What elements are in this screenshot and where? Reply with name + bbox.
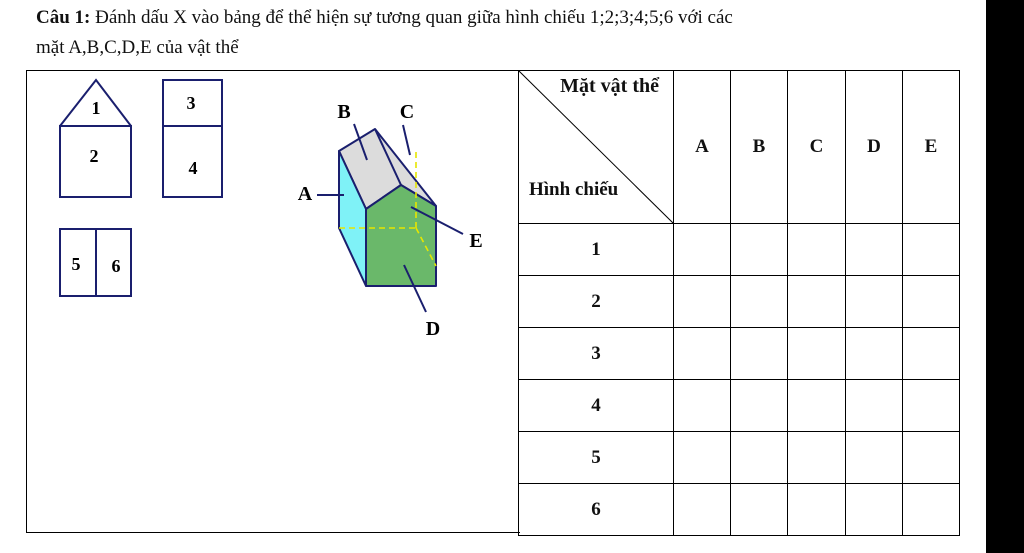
cell-3-b[interactable] — [731, 328, 788, 380]
table-row-6 — [519, 484, 960, 536]
cell-5-d[interactable] — [846, 432, 903, 484]
cell-2-a[interactable] — [674, 276, 731, 328]
object-label-e: E — [469, 230, 483, 252]
row-header-5: 5 — [519, 432, 674, 484]
cell-3-d[interactable] — [846, 328, 903, 380]
correspondence-table-wrap — [518, 70, 960, 536]
cell-4-a[interactable] — [674, 380, 731, 432]
cell-4-e[interactable] — [903, 380, 960, 432]
cell-2-d[interactable] — [846, 276, 903, 328]
cell-1-a[interactable] — [674, 224, 731, 276]
cell-3-e[interactable] — [903, 328, 960, 380]
header-diagonal-cell — [519, 71, 674, 224]
object-label-c: C — [399, 101, 415, 123]
cell-4-b[interactable] — [731, 380, 788, 432]
cell-6-e[interactable] — [903, 484, 960, 536]
object-3d — [339, 129, 436, 286]
table-row-2 — [519, 276, 960, 328]
table-row-4 — [519, 380, 960, 432]
question-label: Câu 1: — [36, 7, 91, 28]
row-header-1: 1 — [519, 224, 674, 276]
header-object-faces: Mặt vật thể — [560, 75, 659, 97]
view-label-6: 6 — [111, 256, 121, 276]
question-text-1: Đánh dấu X vào bảng để thể hiện sự tương quan giữa hình chiếu 1;2;3;4;5;6 với các — [90, 7, 733, 28]
column-header-d: D — [846, 71, 903, 224]
leader-c — [403, 125, 410, 155]
cell-5-b[interactable] — [731, 432, 788, 484]
cell-4-d[interactable] — [846, 380, 903, 432]
cell-6-d[interactable] — [846, 484, 903, 536]
cell-5-c[interactable] — [788, 432, 846, 484]
view-label-1: 1 — [91, 98, 101, 118]
cell-3-c[interactable] — [788, 328, 846, 380]
column-header-c: C — [788, 71, 846, 224]
column-header-e: E — [903, 71, 960, 224]
cell-5-a[interactable] — [674, 432, 731, 484]
cell-5-e[interactable] — [903, 432, 960, 484]
cell-6-b[interactable] — [731, 484, 788, 536]
view-label-5: 5 — [71, 254, 81, 274]
column-header-a: A — [674, 71, 731, 224]
cell-1-c[interactable] — [788, 224, 846, 276]
correspondence-table — [518, 70, 960, 536]
cell-4-c[interactable] — [788, 380, 846, 432]
cell-2-e[interactable] — [903, 276, 960, 328]
view-label-3: 3 — [186, 93, 196, 113]
cell-1-e[interactable] — [903, 224, 960, 276]
header-projections: Hình chiếu — [529, 179, 619, 200]
object-label-b: B — [337, 101, 351, 123]
cell-6-c[interactable] — [788, 484, 846, 536]
cell-3-a[interactable] — [674, 328, 731, 380]
row-header-3: 3 — [519, 328, 674, 380]
row-header-4: 4 — [519, 380, 674, 432]
table-row-1 — [519, 224, 960, 276]
object-label-a: A — [297, 183, 313, 205]
table-header-row — [519, 71, 960, 224]
cell-2-b[interactable] — [731, 276, 788, 328]
column-header-b: B — [731, 71, 788, 224]
table-row-5 — [519, 432, 960, 484]
cell-1-b[interactable] — [731, 224, 788, 276]
row-header-2: 2 — [519, 276, 674, 328]
table-row-3 — [519, 328, 960, 380]
view-label-2: 2 — [89, 146, 99, 166]
right-edge-bar — [986, 0, 1024, 553]
question-line-2: mặt A,B,C,D,E của vật thể — [36, 37, 239, 58]
object-label-d: D — [425, 318, 441, 340]
view-label-4: 4 — [188, 158, 198, 178]
row-header-6: 6 — [519, 484, 674, 536]
cell-1-d[interactable] — [846, 224, 903, 276]
cell-6-a[interactable] — [674, 484, 731, 536]
cell-2-c[interactable] — [788, 276, 846, 328]
